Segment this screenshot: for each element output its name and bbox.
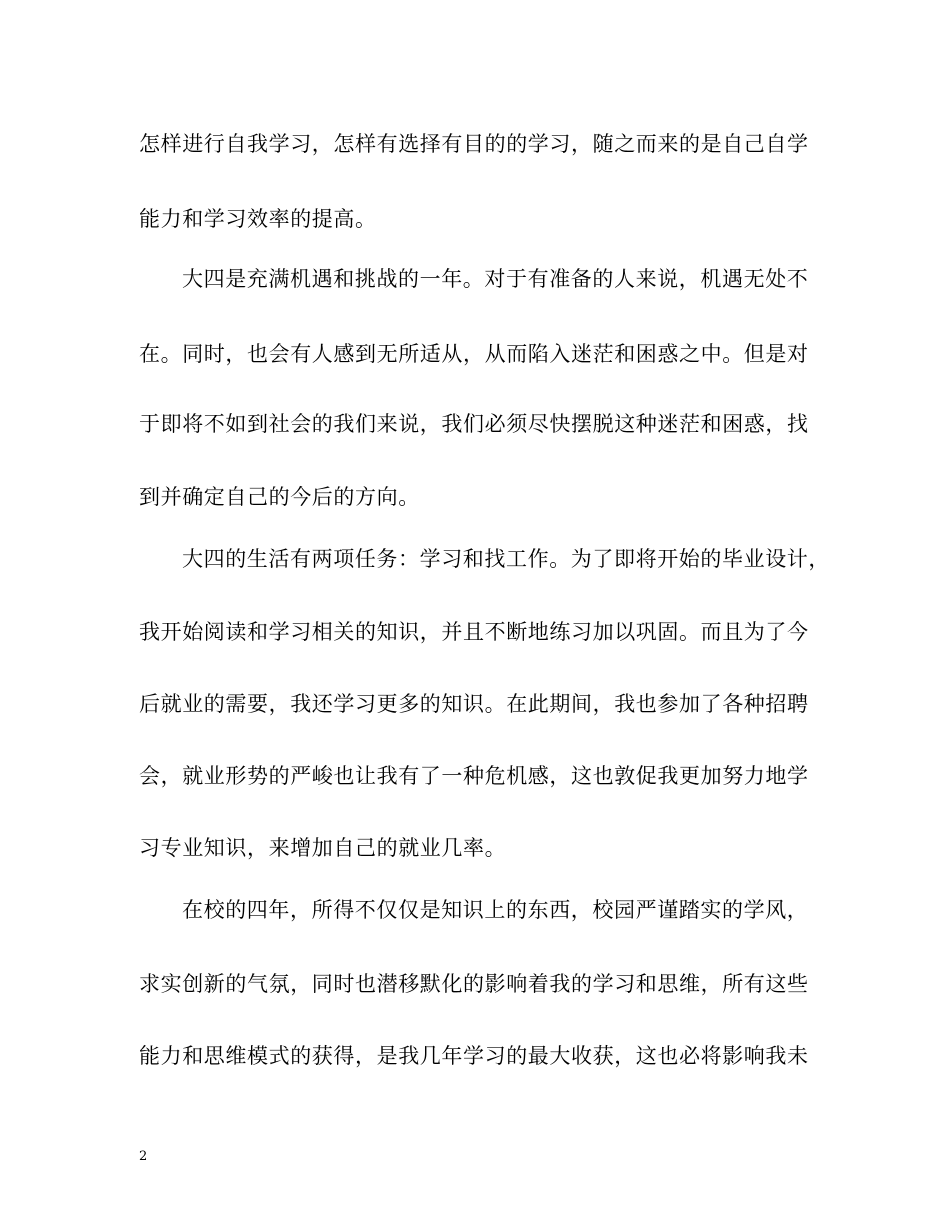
text-line: 怎样进行自我学习，怎样有选择有目的的学习，随之而来的是自己自学 <box>139 132 809 156</box>
text-line: 于即将不如到社会的我们来说，我们必须尽快摆脱这种迷茫和困惑，找 <box>139 412 809 436</box>
paragraph-first-line: 大四的生活有两项任务：学习和找工作。为了即将开始的毕业设计， <box>182 547 830 571</box>
text-line: 到并确定自己的今后的方向。 <box>139 485 420 509</box>
text-line: 求实创新的气氛，同时也潜移默化的影响着我的学习和思维，所有这些 <box>139 972 809 996</box>
paragraph-first-line: 在校的四年，所得不仅仅是知识上的东西，校园严谨踏实的学风， <box>182 898 809 922</box>
text-line: 我开始阅读和学习相关的知识，并且不断地练习加以巩固。而且为了今 <box>139 620 809 644</box>
text-line: 能力和思维模式的获得，是我几年学习的最大收获，这也必将影响我未 <box>139 1044 809 1068</box>
text-line: 习专业知识，来增加自己的就业几率。 <box>139 836 507 860</box>
text-line: 会，就业形势的严峻也让我有了一种危机感，这也敦促我更加努力地学 <box>139 764 809 788</box>
page-number: 2 <box>139 1149 148 1164</box>
text-line: 能力和学习效率的提高。 <box>139 207 377 231</box>
paragraph-first-line: 大四是充满机遇和挑战的一年。对于有准备的人来说，机遇无处不 <box>182 267 809 291</box>
text-line: 在。同时，也会有人感到无所适从，从而陷入迷茫和困惑之中。但是对 <box>139 342 809 366</box>
text-line: 后就业的需要，我还学习更多的知识。在此期间，我也参加了各种招聘 <box>139 692 809 716</box>
